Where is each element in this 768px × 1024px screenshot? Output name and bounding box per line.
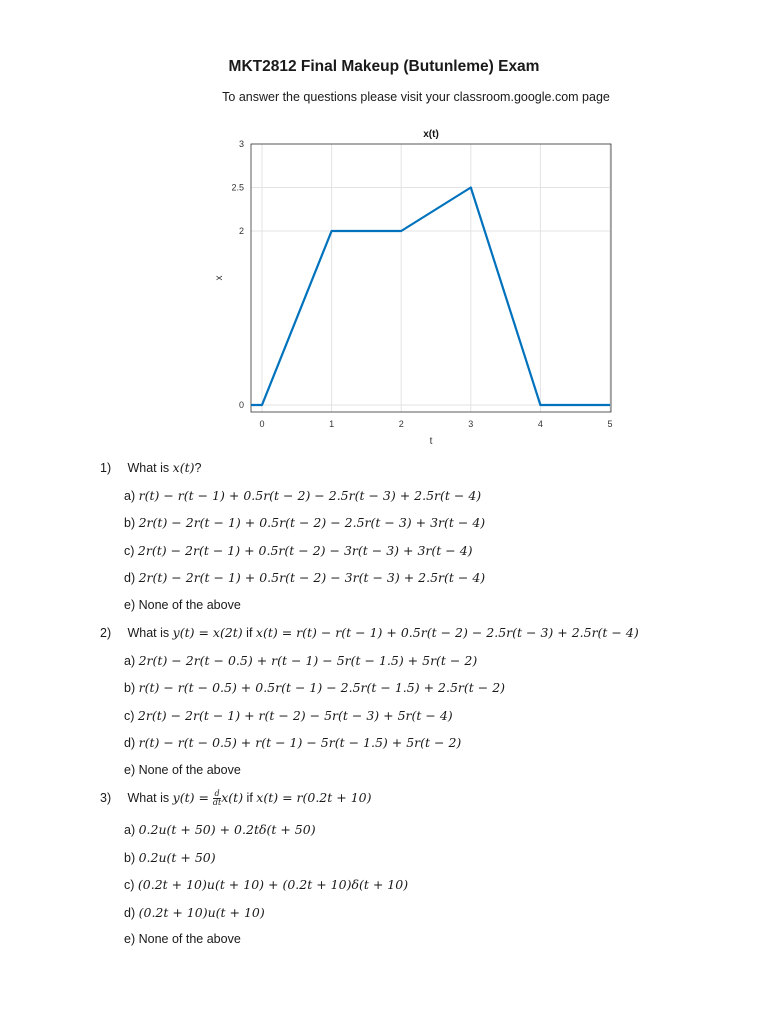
question-math: y(t) = bbox=[172, 790, 213, 805]
question-prompt: What is bbox=[127, 461, 173, 475]
option-math: r(t) − r(t − 0.5) + 0.5r(t − 1) − 2.5r(t − 1.5) + 2.5r(t − 2) bbox=[138, 680, 506, 695]
question-math-condition: x(t) = r(t) − r(t − 1) + 0.5r(t − 2) − 2.5r(t − 3) + 2.5r(t − 4) bbox=[255, 625, 639, 640]
question-1 bbox=[100, 460, 201, 475]
q1-option-a[interactable] bbox=[124, 488, 481, 503]
x-tick-label: 2 bbox=[398, 419, 404, 429]
question-number: 3) bbox=[100, 791, 112, 805]
option-label: d) bbox=[124, 571, 136, 585]
option-math: 0.2u(t + 50) + 0.2tδ(t + 50) bbox=[138, 822, 316, 837]
exam-title: MKT2812 Final Makeup (Butunleme) Exam bbox=[228, 58, 540, 75]
option-label: e) bbox=[124, 598, 136, 612]
option-math: 2r(t) − 2r(t − 1) + 0.5r(t − 2) − 3r(t − 3) + 2.5r(t − 4) bbox=[138, 570, 486, 585]
q3-option-d[interactable] bbox=[124, 905, 265, 920]
option-label: c) bbox=[124, 544, 135, 558]
option-label: a) bbox=[124, 823, 136, 837]
option-math: r(t) − r(t − 0.5) + r(t − 1) − 5r(t − 1.5) + 5r(t − 2) bbox=[138, 735, 462, 750]
option-label: b) bbox=[124, 851, 136, 865]
x-tick-label: 4 bbox=[537, 419, 543, 429]
y-tick-label: 0 bbox=[238, 400, 244, 410]
option-math: (0.2t + 10)u(t + 10) + (0.2t + 10)δ(t + 10) bbox=[137, 877, 409, 892]
q1-option-c[interactable] bbox=[124, 543, 473, 558]
q2-option-b[interactable] bbox=[124, 680, 505, 695]
q2-option-d[interactable] bbox=[124, 735, 461, 750]
xt-plot bbox=[0, 0, 768, 460]
q3-option-c[interactable] bbox=[124, 877, 408, 892]
q2-option-a[interactable] bbox=[124, 653, 477, 668]
option-label: e) bbox=[124, 932, 136, 946]
option-math: (0.2t + 10)u(t + 10) bbox=[138, 905, 265, 920]
q1-option-d[interactable] bbox=[124, 570, 485, 585]
question-3 bbox=[100, 790, 372, 807]
option-math: 2r(t) − 2r(t − 1) + 0.5r(t − 2) − 2.5r(t − 3) + 3r(t − 4) bbox=[138, 515, 486, 530]
question-math: x(t) bbox=[172, 460, 195, 475]
option-text: None of the above bbox=[138, 763, 241, 777]
y-tick-label: 2.5 bbox=[231, 182, 244, 193]
q1-option-e[interactable] bbox=[124, 598, 241, 612]
question-prompt: What is bbox=[127, 626, 173, 640]
question-mid: if bbox=[243, 791, 257, 805]
derivative-fraction bbox=[213, 790, 221, 807]
q2-option-c[interactable] bbox=[124, 708, 453, 723]
option-math: r(t) − r(t − 1) + 0.5r(t − 2) − 2.5r(t − 3) + 2.5r(t − 4) bbox=[138, 488, 482, 503]
option-math: 2r(t) − 2r(t − 1) + 0.5r(t − 2) − 3r(t − 3) + 3r(t − 4) bbox=[137, 543, 473, 558]
option-label: c) bbox=[124, 878, 135, 892]
question-math: y(t) = x(2t) bbox=[172, 625, 243, 640]
x-tick-label: 5 bbox=[607, 419, 613, 429]
option-math: 0.2u(t + 50) bbox=[138, 850, 216, 865]
question-2 bbox=[100, 625, 639, 640]
q1-option-b[interactable] bbox=[124, 515, 485, 530]
question-mid: if bbox=[242, 626, 256, 640]
plot-area bbox=[251, 144, 611, 412]
option-label: c) bbox=[124, 709, 135, 723]
y-axis-label: x bbox=[214, 275, 225, 281]
x-tick-label: 1 bbox=[329, 419, 335, 429]
question-end: ? bbox=[194, 461, 202, 475]
exam-subtitle: To answer the questions please visit your classroom.google.com page bbox=[222, 90, 610, 104]
question-number: 2) bbox=[100, 626, 112, 640]
option-label: e) bbox=[124, 763, 136, 777]
option-math: 2r(t) − 2r(t − 1) + r(t − 2) − 5r(t − 3) + 5r(t − 4) bbox=[137, 708, 453, 723]
option-label: d) bbox=[124, 906, 136, 920]
q3-option-a[interactable] bbox=[124, 822, 316, 837]
fraction-denominator: dt bbox=[212, 798, 222, 808]
question-prompt: What is bbox=[127, 791, 173, 805]
option-math: 2r(t) − 2r(t − 0.5) + r(t − 1) − 5r(t − 1.5) + 5r(t − 2) bbox=[138, 653, 478, 668]
q2-option-e[interactable] bbox=[124, 763, 241, 777]
option-text: None of the above bbox=[138, 598, 241, 612]
option-label: a) bbox=[124, 654, 136, 668]
option-label: b) bbox=[124, 681, 136, 695]
y-tick-label: 3 bbox=[238, 139, 244, 149]
option-label: d) bbox=[124, 736, 136, 750]
q3-option-b[interactable] bbox=[124, 850, 216, 865]
q3-option-e[interactable] bbox=[124, 932, 241, 946]
option-label: b) bbox=[124, 516, 136, 530]
option-text: None of the above bbox=[138, 932, 241, 946]
question-math-b: x(t) bbox=[221, 790, 244, 805]
x-tick-label: 3 bbox=[468, 419, 474, 429]
question-number: 1) bbox=[100, 461, 112, 475]
x-tick-label: 0 bbox=[259, 419, 265, 429]
y-tick-label: 2 bbox=[238, 226, 244, 236]
fraction-numerator: d bbox=[214, 789, 220, 799]
x-axis-label: t bbox=[429, 436, 433, 447]
option-label: a) bbox=[124, 489, 136, 503]
chart-title: x(t) bbox=[423, 129, 439, 140]
question-math-condition: x(t) = r(0.2t + 10) bbox=[256, 790, 372, 805]
